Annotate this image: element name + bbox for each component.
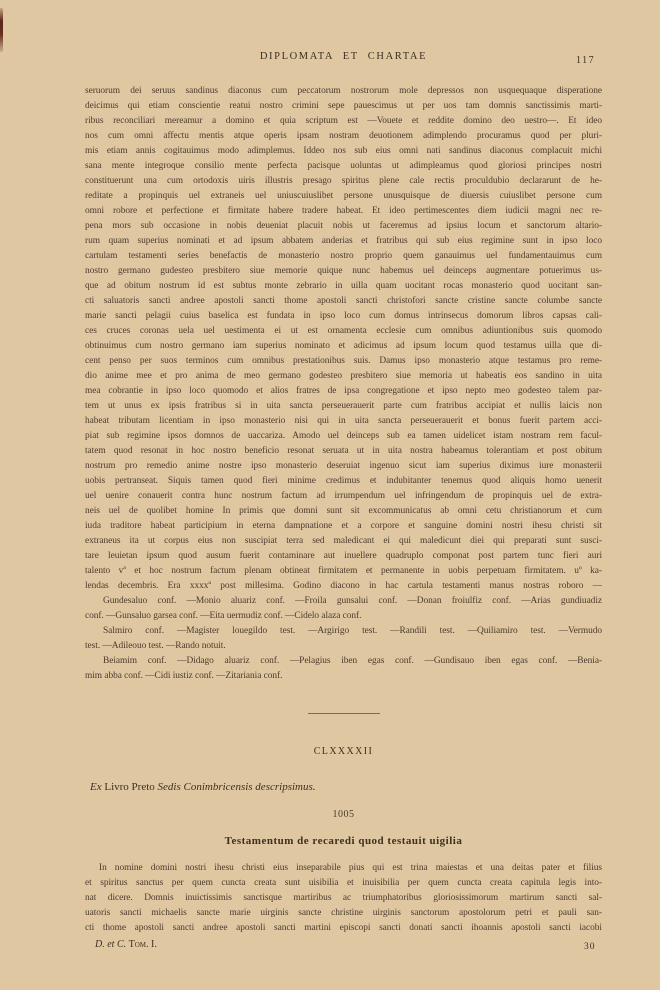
text-line: Salmiro conf. —Magister louegildo test. —Argirigo test. —Randili test. —Quiliamiro test. —Vermudo (103, 626, 602, 636)
charter-192-body (85, 861, 602, 936)
text-line: neis uel de quolibet homine In primis que domni sunt sit excommunicatus ab omni cetu christianorum et cum (85, 506, 602, 516)
text-line: tem ut unus ex ipsis fratribus si in uita sancta perseuerauerit parte cum fratribus accipiat et nullis laicis non (85, 401, 602, 411)
text-line: que ad obitum nostrum id est subtus monte zebrario in uilla quam uocitant rocas monasterio quod uocitant san- (85, 281, 602, 291)
text-line: habeat tributam licentiam in ipso monasterio nisi qui in uita sancta perseuerauerit et bonus fuerit partem acci- (85, 416, 602, 426)
footer-sheet-number: 30 (584, 942, 596, 952)
text-line: mis etiam annis cogitauimus modo adimplemus. Iddeo nos sub eius omni nati sandinus diaconus complacuit michi (85, 146, 602, 156)
text-line: marie sancti pelagii cuius baselica est fundata in ipso loco cum domus intrinsecus domorum libros capsas cali- (85, 311, 602, 321)
text-line: tare leuietan ipsum quod ausum fuerit contaminare aut inuellere quadruplo componat post partem tunc fieri auri (85, 551, 602, 561)
text-line: piat sub regimine ipsos domnos de uaccariza. Amodo uel deinceps sub ea tamen uidelicet istam nostram rem facul- (85, 431, 602, 441)
source-note-book: Livro Preto (104, 781, 155, 793)
document-number: 1005 (332, 809, 355, 820)
page-edge-ink-smudge (0, 8, 3, 52)
text-line: conf. —Gunsaluo garsea conf. —Eita uermudiz conf. —Cidelo alaza conf. (85, 611, 362, 621)
text-line: rum quam superius nominati et ad ipsum abbatem anderias et fratribus qui sub eius regimine sunt in ipso loco (85, 236, 602, 246)
text-line: ces cruces coronas uela uel uestimenta ei ut est ornamenta ecclesie cum omnibus adiuntionibus suis quomodo (85, 326, 602, 336)
footer-volume-abbr: D. et C. (95, 939, 127, 950)
text-line: cti thome apostoli sancti andree apostoli sancti martini episcopi sancti donati sancti ihoannis apostoli sancti iacobi (85, 923, 602, 933)
text-line: extraneus ita ut corpus eius non suscipiat terra sed maledicant ei qui maledicunt diei qui preparati sunt susci- (85, 536, 602, 546)
text-column (85, 84, 602, 936)
text-line: cartulam testamenti series benefactis de monasterio nostro proprio quem ganauimus uel fundamentauimus cum (85, 251, 602, 261)
text-line: omni robore et perfectione et firmitate habere tradere habeat. Et ideo pertimescentes diem iudicii magni nec re- (85, 206, 602, 216)
text-line: deicimus qui etiam conscientie reatui nostro crimini sepe pauescimus ut per uos tam domnis sanctissimis marti- (85, 101, 602, 111)
footer-tome: Tom. I. (128, 939, 157, 950)
text-line: obtinuimus cum nostro germano iam superius nominato et adicimus ad ipsum locum quod testamus uilla que di- (85, 341, 602, 351)
text-line: tatem quod resonat in hoc nostro beneficio resonat seruata ut in uita nostra habeamus tolerantiam et post obitum (85, 446, 602, 456)
text-line: pena mors sub occasione in nobis deueniat placuit nobis ut faceremus ad ipsius locum et sanctorum altario- (85, 221, 602, 231)
text-line: uobis pertranseat. Siquis tamen quod fieri minime credimus et indubitanter tenemus quod aliquis homo uenerit (85, 476, 602, 486)
text-line: constituerunt una cum ortodoxis uiris illustris presago spiritus plene cale rectis proculdubio declararunt de he- (85, 176, 602, 186)
text-line: et spiritus sanctus per quem cuncta creata sunt uisibilia et inuisibilia per quem cuncta creata capitula legis into- (85, 878, 602, 888)
source-note-lead: Ex (90, 781, 102, 793)
text-line: mea cobrantie in ipso loco quomodo et alios fratres de ipsa congregatione et ipso nepto meo godesteo talem par- (85, 386, 602, 396)
text-line: nat dicere. Domnis inuictissimis sanctisque martiribus ac triumphatoribus gloriosissimorum martirum sancti sal- (85, 893, 602, 903)
document-title: Testamentum de recaredi quod testauit uigilia (224, 835, 463, 847)
text-line: dio anime mee et pro anima de meo germano godesteo presbitero siue memoria ut habeatis eos sandino in uita (85, 371, 602, 381)
text-line: sana mente integroque consilio mente perfecta pacisque uoluntas ut adimpleamus quod gloriosi principes nostri (85, 161, 602, 171)
text-line: nos cum omni affectu mentis atque operis ipsam nostram deuotionem adimplendo procuramus quod per pluri- (85, 131, 602, 141)
footer-volume (95, 939, 157, 950)
text-line: uel uenire conauerit contra hunc nostrum factum ad irrumpendum uel infringendum de propinquis uel de extra- (85, 491, 602, 501)
text-line: lendas decembris. Era xxxxª post millesima. Godino diacono in hac cartula testamenti manus nostras roboro — (85, 581, 602, 591)
text-line: nostro germano gudesteo presbitero siue memorie quique nunc habemus uel deinceps augmentare potuerimus us- (85, 266, 602, 276)
text-line: seruorum dei seruus sandinus diaconus cum peccatorum nostrorum mole depressos non usquequaque disperatione (85, 86, 602, 96)
text-line: reditate a propinquis uel extraneis uel uniuscuiuslibet persone unusquisque de diuersis cuiuslibet persone cum (85, 191, 602, 201)
source-note-rest: Sedis Conimbricensis descripsimus. (157, 781, 316, 793)
text-line: Gundesaluo conf. —Monio aluariz conf. —Froila gunsalui conf. —Donan froiulfiz conf. —Arias gundiuadiz (103, 596, 602, 606)
charter-191-body (85, 84, 602, 594)
page-number: 117 (576, 55, 596, 66)
source-note (85, 780, 602, 794)
text-line: uatoris sancti michaelis sancte marie uirginis sancte christine uirginis sanctorum apostolorum petri et pauli san- (85, 908, 602, 918)
text-line: mim abba conf. —Cidi iustiz conf. —Zitariania conf. (85, 671, 283, 681)
section-divider (308, 713, 380, 714)
text-line: cti saluatoris sancti andree apostoli sancti thome apostoli sancti christofori sancte cristine sancte columbe sancte (85, 296, 602, 306)
text-line: Beiamim conf. —Didago aluariz conf. —Pelagius iben egas conf. —Gundisauo iben egas conf. —Benia- (103, 656, 602, 666)
text-line: talento vª et hoc nostrum factum plenam obtineat firmitatem et permanente in uobis perpetuam firmitatem. uº ka- (85, 566, 602, 576)
text-line: iuda traditore habeat participium in eterna dampnatione et a corpore et sanguine domini nostri ihesu christi sit (85, 521, 602, 531)
text-line: ribus reconciliari mereamur a domino et quia scriptum est —Vouete et reddite domino deo uestro—. Et ideo (85, 116, 602, 126)
text-line: In nomine domini nostri ihesu christi eius inseparabile pius qui est trina maiestas et una deitas pater et filius (99, 863, 602, 873)
running-title: DIPLOMATA ET CHARTAE (259, 51, 428, 62)
charter-191-signatures (85, 594, 602, 684)
text-line: test. —Adileouo test. —Rando notuit. (85, 641, 226, 651)
text-line: cent penso per suos terminos cum omnibus prestationibus suis. Damus ipso monasterio atque testamus pro reme- (85, 356, 602, 366)
text-line: nostrum pro remedio anime nostre ipso monasterio deseruiat ingenuo sicut iam superius diximus iure monasterii (85, 461, 602, 471)
charter-number-heading: CLXXXXII (313, 746, 374, 757)
